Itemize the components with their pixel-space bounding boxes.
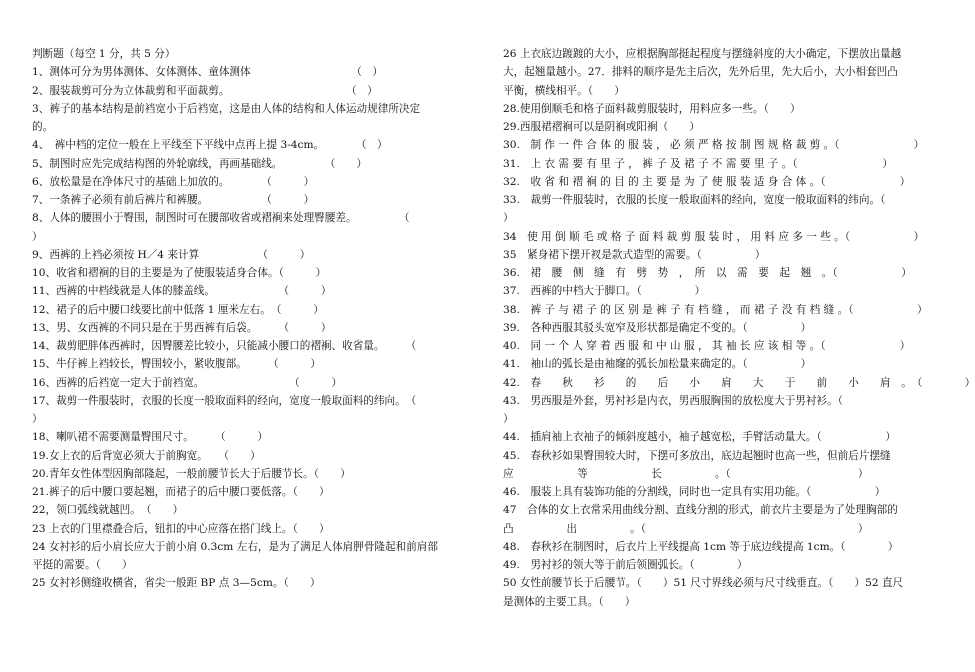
question-line: 43. 男西服是外套，男衬衫是内衣，男西服胸围的放松度大于男衬衫。（ [503,394,843,407]
question-line: 3、裤子的基本结构是前裆宽小于后裆宽，这是由人体的结构和人体运动规律所决定 [32,102,421,115]
question-line: 平挺的需要。（ ） [32,559,133,571]
question-line: 45. 春秋衫如果臀围较大时，下摆可多放出，底边起翘时也高一些，但前后片摆缝 [503,449,891,462]
question-line: ） [503,212,514,225]
question-line: 是测体的主要工具。（ ） [503,595,636,608]
question-line: 9、西裤的上裆必须按 H／4 来计算 （ ） [32,248,311,261]
question-line: 34 使 用 倒 顺 毛 或 格 子 面 料 裁 剪 服 装 时 ， 用 料 应 多 一 些 。（ ） [503,230,925,243]
question-line: 42. 春 秋 衫 的 后 小 肩 大 于 前 小 肩 。 （ ） [503,376,975,389]
question-line: 凸 出 。（ ） [503,522,869,535]
question-line: 11、西裤的中档线就是人体的膝盖线。 （ ） [32,285,332,298]
question-line: 46. 服装上具有装饰功能的分割线，同时也一定具有实用功能。（ ） [503,486,886,498]
question-line: 16、西裤的后裆宽一定大于前裆宽。 （ ） [32,376,343,389]
right-column [503,45,975,611]
question-line: 36. 裙 腰 侧 缝 有 劈 势 ， 所 以 需 要 起 翘 。（ ） [503,267,912,279]
question-line: 32. 收 省 和 褶 裥 的 目 的 主 要 是 为 了 使 服 装 适 身 合 体 。（ ） [503,175,911,188]
question-line: 31. 上 衣 需 要 有 里 子 ， 裤 子 及 裙 子 不 需 要 里 子 。（ ） [503,157,893,170]
question-line: 2、服装裁剪可分为立体裁剪和平面裁剪。 （ ） [32,84,378,97]
question-line: 41. 袖山的弧长是由袖窿的弧长加松量来确定的。（ ） [503,358,812,371]
question-line: 1、测体可分为男体测体、女体测体、童体测体 （ ） [32,66,384,79]
question-line: 29.西服裙褶裥可以是阴裥或阳裥（ ） [503,121,700,133]
question-line: 50 女性前腰节长于后腰节。（ ）51 尺寸界线必须与尺寸线垂直。（ ）52 直尺 [503,577,904,590]
question-line: 12、裙子的后中腰口线要比前中低落 1 厘米左右。 （ ） [32,303,324,316]
question-line: 24 女衬衫的后小肩长应大于前小肩 0.3cm 左右，是为了满足人体肩胛骨隆起和前肩部 [32,540,438,553]
question-line: 25 女衬衫侧缝收横省，省尖一般距 BP 点 3—5cm。（ ） [32,577,321,590]
question-line: 6、放松量是在净体尺寸的基础上加放的。 （ ） [32,175,315,188]
question-line: ） [503,413,514,425]
question-line: 8、人体的腰围小于臀围，制图时可在腰部收省或褶裥来处理臀腰差。 （ [32,212,410,225]
question-line: 7、一条裤子必须有前后裤片和裤腰。 （ ） [32,194,315,206]
question-line: 40. 同 一 个 人 穿 着 西 服 和 中 山 服 ， 其 袖 长 应 该 相 等 。（ ） [503,340,911,352]
question-line: 26 上衣底边踱踱的大小，应根据胸部挺起程度与摆缝斜度的大小确定，下摆放出量越 [503,48,902,60]
question-line: 39. 各种西服其驳头宽窄及形状都是确定不变的。（ ） [503,321,812,334]
question-line: 21.裤子的后中腰口要起翘，而裙子的后中腰口要低落。（ ） [32,486,330,498]
question-line: 5、制图时应先完成结构图的外轮廓线，再画基础线。 （ ） [32,157,368,170]
question-line: 的。 [32,121,54,133]
question-line: 38. 裤 子 与 裙 子 的 区 别 是 裤 子 有 档 缝 ， 而 裙 子 没 有 档 缝 。（ ） [503,303,928,316]
question-line: 19.女上衣的后背宽必须大于前胸宽。 （ ） [32,449,261,462]
question-line: 大，起翘量越小。27．排料的顺序是先主后次，先外后里，先大后小，大小相套凹凸 [503,66,898,79]
question-line: 28.使用倒顺毛和格子面料裁剪服装时，用料应多一些。（ ） [503,102,801,115]
question-line: ） [32,230,43,243]
question-line: 10、收省和褶裥的目的主要是为了使服装适身合体。（ ） [32,267,327,279]
question-line: 平衡，横线相平。（ ） [503,84,625,97]
question-line: 18、喇叭裙不需要测量臀围尺寸。 （ ） [32,431,268,444]
question-line: 应 等 长 。（ ） [503,467,869,480]
question-line: 13、男、女西裤的不同只是在于男西裤有后袋。 （ ） [32,321,332,334]
left-column [32,45,450,593]
question-line: 35 紧身裙下摆开衩是款式造型的需要。（ ） [503,248,766,261]
question-line: 33. 裁剪一件服装时，衣服的长度一般取面料的经向，宽度一般取面料的纬向。（ [503,194,886,206]
question-line: 17、裁剪一件服装时，衣服的长度一般取面料的经向，宽度一般取面料的纬向。 （ [32,394,417,407]
question-line: 20.青年女性体型因胸部隆起，一般前腰节长大于后腰节长。（ ） [32,467,351,480]
question-line: 15、牛仔裤上裆较长，臀围较小，紧收腹部。 （ ） [32,358,321,371]
question-line: 30. 制 作 一 件 合 体 的 服 装 ， 必 须 严 格 按 制 图 规 格 裁 剪 。（ ） [503,139,925,152]
question-line: 22，领口弧线就越凹。 （ ） [32,504,184,517]
question-line: 44. 插肩袖上衣袖子的倾斜度越小，袖子越宽松，手臂活动量大。（ ） [503,431,896,444]
question-line: 49. 男衬衫的领大等于前后领圈弧长。（ ） [503,559,748,571]
question-line: ） [32,413,43,425]
question-line: 37. 西裤的中档大于脚口。（ ） [503,285,706,298]
question-line: 23 上衣的门里襟叠合后，钮扣的中心应落在搭门线上。（ ） [32,522,330,535]
question-line: 48. 春秋衫在制图时，后衣片上平线提高 1cm 等于底边线提高 1cm。（ ） [503,540,899,553]
question-line: 4、 裤中档的定位一般在上平线至下平线中点再上提 3-4cm。 （ ） [32,139,388,152]
question-line: 判断题（每空 1 分，共 5 分） [32,48,176,60]
question-line: 14、裁剪肥胖体西裤时，因臀腰差比较小，只能减小腰口的褶裥、收省量。 （ [32,340,417,352]
question-line: 47 合体的女上衣常采用曲线分割、直线分割的形式，前衣片主要是为了处理胸部的 [503,504,898,517]
